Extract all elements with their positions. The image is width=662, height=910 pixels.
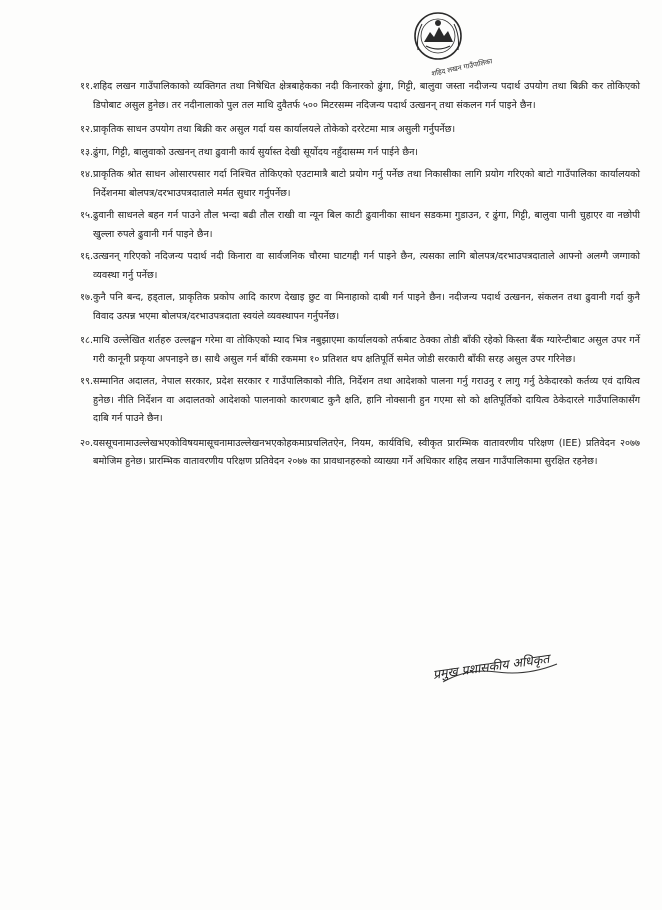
seal-caption: शहिद लखन गाउँपालिका xyxy=(430,57,494,78)
clause-item xyxy=(80,166,640,203)
clause-number: १४. xyxy=(80,169,94,180)
clause-number: १९. xyxy=(80,376,94,387)
clause-item xyxy=(80,78,640,115)
clause-number: ११. xyxy=(80,81,94,92)
clause-item xyxy=(80,373,640,429)
clause-item xyxy=(80,207,640,244)
clause-number: १६. xyxy=(80,251,94,262)
clause-number: १२. xyxy=(80,124,94,135)
clause-item xyxy=(80,248,640,285)
clause-text: सम्मानित अदालत, नेपाल सरकार, प्रदेश सरकार र गाउँपालिकाको नीति, निर्देशन तथा आदेशको पालना गर्नु गराउनु र लागु गर्नु ठेकेदारको कर्तव्य एवं दायित्व हुनेछ। नीति निर्देशन वा अदालतको आदेशको पालनाको कारणबाट कुनै क्षति, हानि नोक्सानी हुन गएमा सो को क्षतिपूर्तिको दायित्व ठेकेदारले गाउँपालिकासँग दाबि गर्न पाउने छैन। xyxy=(93,376,640,424)
clause-text: उत्खनन् गरिएको नदिजन्य पदार्थ नदी किनारा वा सार्वजनिक चौरमा घाटगद्दी गर्न पाइने छैन, त्यसका लागि बोलपत्र/दरभाउपत्रदाताले आफ्नो अलग्गै जग्गाको व्यवस्था गर्नु पर्नेछ। xyxy=(93,251,640,281)
municipality-seal-icon xyxy=(392,6,494,84)
clause-text: कुनै पनि बन्द, हड्ताल, प्राकृतिक प्रकोप आदि कारण देखाइ छुट वा मिनाहाको दाबी गर्न पाइने छैन। नदीजन्य पदार्थ उत्खनन, संकलन तथा ढुवानी गर्दा कुनै विवाद उत्पन्न भएमा बोलपत्र/दरभाउपत्रदाता स्वयंले व्यवस्थापन गर्नुपर्नेछ। xyxy=(93,292,640,322)
clause-text: प्राकृतिक श्रोत साधन ओसारपसार गर्दा निश्चित तोकिएको एउटामात्रै बाटो प्रयोग गर्नु पर्नेछ तथा निकासीका लागि प्रयोग गरिएको बाटो गाउँपालिका कार्यालयको निर्देशनमा बोलपत्र/दरभाउपत्रदाताले मर्मत सुधार गर्नुपर्नेछ। xyxy=(93,169,640,199)
clause-item xyxy=(80,121,640,140)
clause-number: १७. xyxy=(80,292,94,303)
clause-item xyxy=(80,435,640,472)
clause-text: प्राकृतिक साधन उपयोग तथा बिक्री कर असुल गर्दा यस कार्यालयले तोकेको दररेटमा मात्र असुली गर्नुपर्नेछ। xyxy=(93,124,456,135)
clause-number: १३. xyxy=(80,146,94,158)
clause-text: शहिद लखन गाउँपालिकाको व्यक्तिगत तथा निषेधित क्षेत्रबाहेकका नदी किनारको ढुंगा, गिट्टी, बालुवा जस्ता नदीजन्य पदार्थ उपयोग तथा बिक्री कर तोकिएको डिपोबाट असुल हुनेछ। तर नदीनालाको पुल तल माथि दुवैतर्फ ५०० मिटरसम्म नदिजन्य पदार्थ उत्खनन् तथा संकलन गर्न पाइने छैन। xyxy=(93,81,640,111)
clause-text: माथि उल्लेखित शर्तहरु उल्लङ्घन गरेमा वा तोकिएको म्याद भित्र नबुझाएमा कार्यालयको तर्फबाट ठेक्का तोडी बाँकी रहेको किस्ता बैंक ग्यारेन्टीबाट असुल उपर गर्ने गरी कानूनी प्रकृया अपनाइने छ। साथै असुल गर्न बाँकी रकममा १० प्रतिशत थप क्षतिपूर्ति समेत जोडी सरकारी बाँकी सरह असुल उपर गरिनेछ। xyxy=(93,335,640,365)
clause-item xyxy=(80,289,640,326)
signature-title: प्रमुख प्रशासकीय अधिकृत xyxy=(431,650,551,682)
clause-text: यससूचनामाउल्लेखभएकोविषयमासूचनामाउल्लेखनभएकोहकमाप्रचलितऐन, नियम, कार्यविधि, स्वीकृत प्रारम्भिक वातावरणीय परिक्षण (IEE) प्रतिवेदन २०७७ बमोजिम हुनेछ। प्रारम्भिक वातावरणीय परिक्षण प्रतिवेदन २०७७ का प्रावधानहरुको व्याख्या गर्ने अधिकार शहिद लखन गाउँपालिकामा सुरक्षित रहनेछ। xyxy=(93,437,640,467)
clause-text: ढुंगा, गिट्टी, बालुवाको उत्खनन् तथा ढुवानी कार्य सुर्यास्त देखी सूर्योदय नहुँदासम्म गर्न पाईने छैन। xyxy=(93,146,419,158)
clause-item xyxy=(80,332,640,369)
signature-block xyxy=(431,650,581,694)
clause-number: १८. xyxy=(80,335,94,346)
clause-item xyxy=(80,144,640,163)
clause-number: २०. xyxy=(80,437,94,449)
clause-list xyxy=(80,78,640,472)
clause-number: १५. xyxy=(80,210,94,221)
clause-text: ढुवानी साधनले बहन गर्न पाउने तौल भन्दा बढी तौल राखी वा न्यून बिल काटी ढुवानीका साधन सडकमा गुडाउन, र ढुंगा, गिट्टी, बालुवा पानी चुहाएर वा नछोपी खुल्ला रुपले ढुवानी गर्न पाइने छैन। xyxy=(93,210,640,240)
